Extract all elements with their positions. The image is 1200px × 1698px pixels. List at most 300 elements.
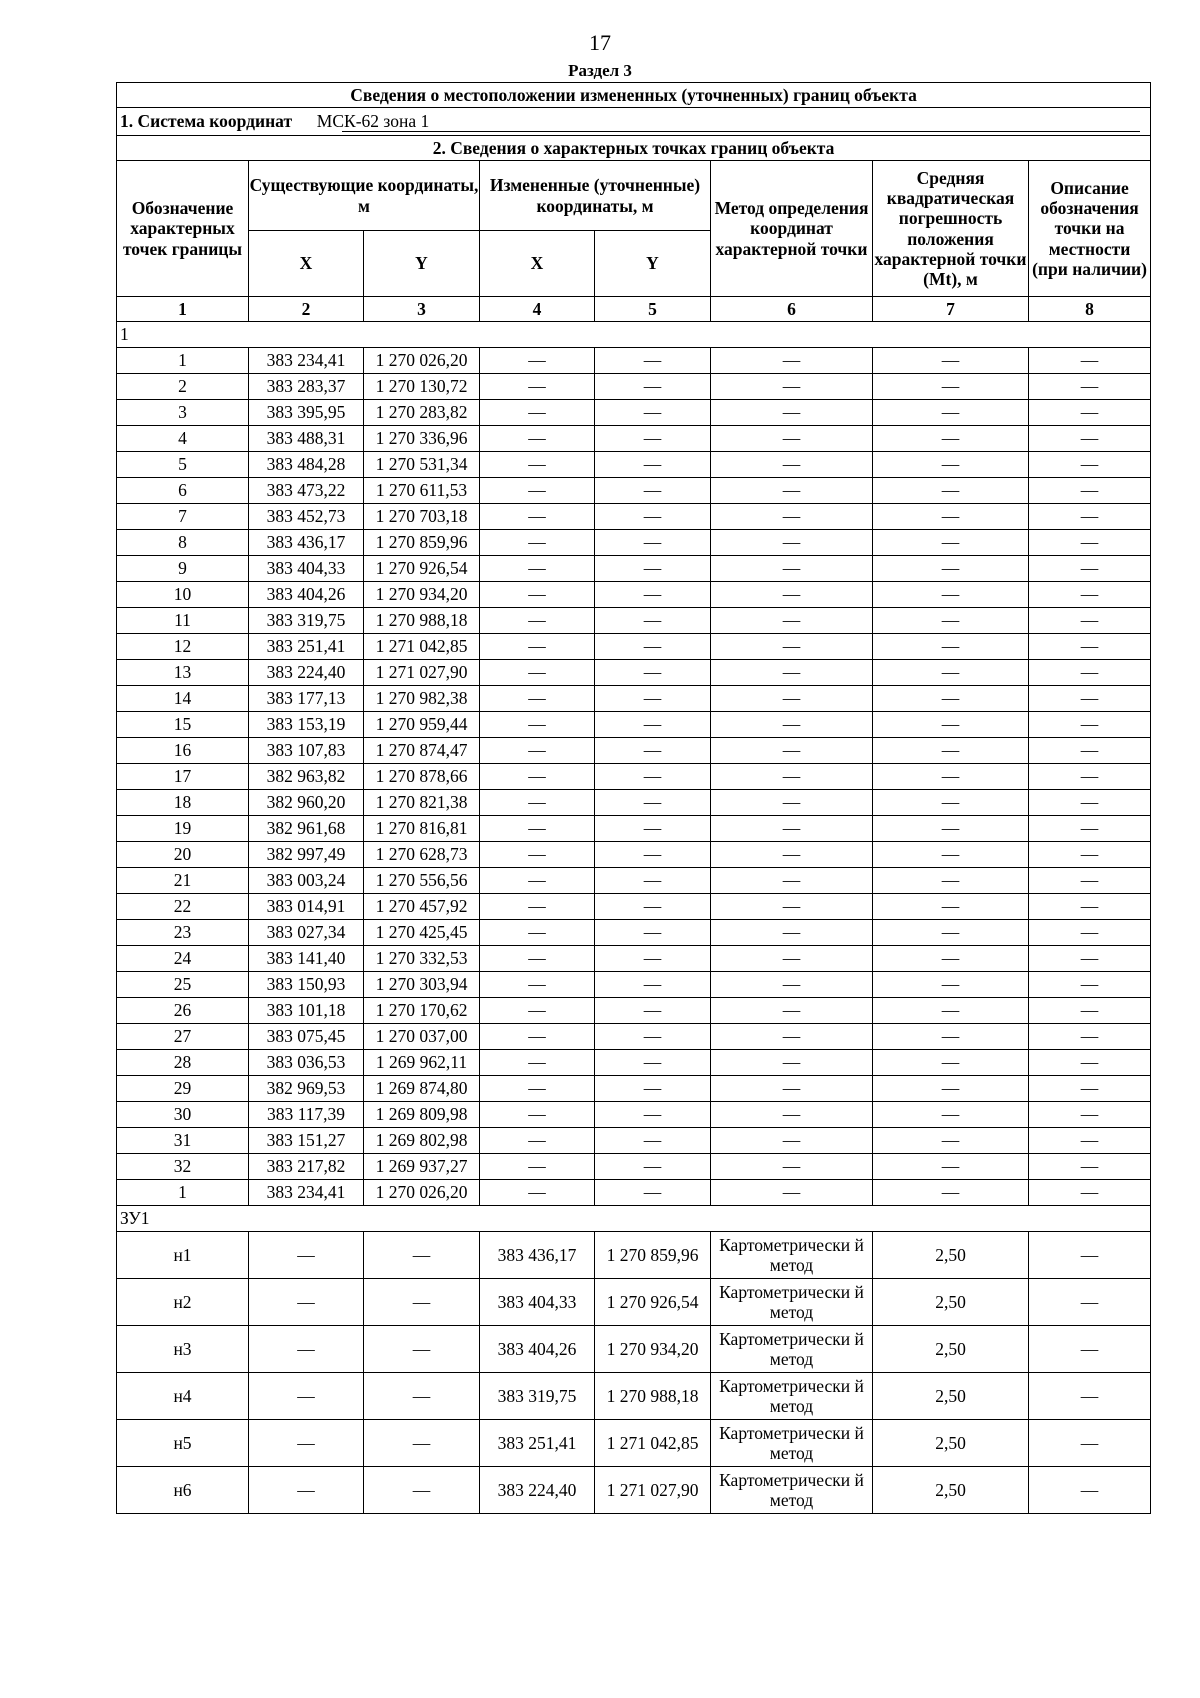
table-cell: 22 (117, 894, 249, 920)
table-cell: 1 (117, 348, 249, 374)
table-row (117, 868, 1151, 894)
table-cell: 1 270 878,66 (364, 764, 480, 790)
table-cell: — (711, 920, 873, 946)
table-cell: 383 151,27 (249, 1128, 364, 1154)
table-cell: — (873, 764, 1029, 790)
header-existing-coords: Существующие координаты, м (249, 161, 480, 231)
table-cell: — (480, 1154, 595, 1180)
table-cell: — (873, 686, 1029, 712)
table-cell: — (711, 582, 873, 608)
table-cell: 383 224,40 (480, 1467, 595, 1514)
table-cell: 26 (117, 998, 249, 1024)
table-cell: — (1029, 556, 1151, 582)
table-row (117, 556, 1151, 582)
table-cell: — (1029, 1076, 1151, 1102)
table-cell: 382 969,53 (249, 1076, 364, 1102)
table-cell: — (711, 1076, 873, 1102)
table-cell: — (1029, 946, 1151, 972)
table-cell: 1 270 874,47 (364, 738, 480, 764)
table-cell: — (711, 868, 873, 894)
table-cell: — (1029, 1279, 1151, 1326)
table-cell: — (480, 738, 595, 764)
table-cell: — (480, 764, 595, 790)
table-cell: — (595, 660, 711, 686)
table-cell: — (1029, 868, 1151, 894)
table-cell: — (595, 1024, 711, 1050)
table-row (117, 582, 1151, 608)
table-cell: 383 014,91 (249, 894, 364, 920)
table-cell: 1 270 926,54 (595, 1279, 711, 1326)
table-cell: 383 177,13 (249, 686, 364, 712)
header-existing-y: Y (364, 231, 480, 297)
table-cell: 1 270 982,38 (364, 686, 480, 712)
page-number: 17 (589, 30, 611, 55)
table-cell: — (1029, 1467, 1151, 1514)
table-cell: — (480, 1128, 595, 1154)
table-cell: 23 (117, 920, 249, 946)
table-cell: н3 (117, 1326, 249, 1373)
table-cell: н5 (117, 1420, 249, 1467)
header-point-designation: Обозначение характерных точек границы (117, 161, 249, 297)
table-cell: — (595, 920, 711, 946)
table-cell: — (595, 504, 711, 530)
table-cell: — (1029, 1128, 1151, 1154)
table-cell: 383 436,17 (480, 1232, 595, 1279)
table-cell: — (595, 816, 711, 842)
table-cell: — (595, 478, 711, 504)
table-cell: 1 270 130,72 (364, 374, 480, 400)
header-changed-x: X (480, 231, 595, 297)
table-cell: — (873, 504, 1029, 530)
table-cell: — (480, 1076, 595, 1102)
table-cell: — (480, 1050, 595, 1076)
table-row (117, 1326, 1151, 1373)
table-cell: — (1029, 452, 1151, 478)
table-row (117, 738, 1151, 764)
table-cell: 25 (117, 972, 249, 998)
table-cell: — (711, 1128, 873, 1154)
table-cell: — (873, 1050, 1029, 1076)
table-cell: — (595, 556, 711, 582)
table-cell: 28 (117, 1050, 249, 1076)
table-cell: — (873, 816, 1029, 842)
table-cell: 1 270 926,54 (364, 556, 480, 582)
table-cell: — (711, 842, 873, 868)
table-cell: — (711, 374, 873, 400)
table-cell: — (711, 1180, 873, 1206)
table-cell: 1 269 809,98 (364, 1102, 480, 1128)
table-cell: — (711, 1050, 873, 1076)
table-cell: 383 404,33 (480, 1279, 595, 1326)
table-cell: 1 270 336,96 (364, 426, 480, 452)
table-cell: — (595, 608, 711, 634)
table-cell: 1 271 042,85 (595, 1420, 711, 1467)
table-cell: — (595, 1076, 711, 1102)
table-cell: — (595, 842, 711, 868)
table-cell: — (1029, 842, 1151, 868)
table-cell: 383 452,73 (249, 504, 364, 530)
table-cell: — (480, 686, 595, 712)
table-row (117, 686, 1151, 712)
table-cell: 2,50 (873, 1232, 1029, 1279)
table-cell: — (595, 790, 711, 816)
table-row (117, 1154, 1151, 1180)
table-cell: 1 270 816,81 (364, 816, 480, 842)
table-cell: — (1029, 712, 1151, 738)
table-cell: 382 997,49 (249, 842, 364, 868)
table-cell: — (873, 1128, 1029, 1154)
table-cell: 17 (117, 764, 249, 790)
table-cell: — (1029, 1420, 1151, 1467)
table-cell: 383 150,93 (249, 972, 364, 998)
column-number: 2 (249, 297, 364, 322)
table-cell: — (1029, 530, 1151, 556)
table-cell: 383 101,18 (249, 998, 364, 1024)
table-cell: — (873, 998, 1029, 1024)
table-cell: — (711, 738, 873, 764)
table-cell: — (1029, 504, 1151, 530)
table-cell: 8 (117, 530, 249, 556)
table-cell: — (873, 660, 1029, 686)
table-cell: — (873, 1076, 1029, 1102)
table-cell: — (873, 946, 1029, 972)
table-cell: 1 271 027,90 (364, 660, 480, 686)
table-cell: — (480, 556, 595, 582)
table-cell: 1 271 042,85 (364, 634, 480, 660)
table-cell: — (873, 530, 1029, 556)
table-cell: — (711, 478, 873, 504)
table-row (117, 1076, 1151, 1102)
header-changed-coords: Измененные (уточненные) координаты, м (480, 161, 711, 231)
table-cell: — (711, 1024, 873, 1050)
table-cell: — (873, 478, 1029, 504)
table-cell: — (480, 504, 595, 530)
table-cell: 1 270 531,34 (364, 452, 480, 478)
points-title: 2. Сведения о характерных точках границ объекта (117, 136, 1151, 161)
table-cell: — (711, 1102, 873, 1128)
table-cell: 383 117,39 (249, 1102, 364, 1128)
table-cell: Картометрически й метод (711, 1467, 873, 1514)
table-cell: 1 270 934,20 (595, 1326, 711, 1373)
table-row (117, 1050, 1151, 1076)
table-cell: — (480, 348, 595, 374)
table-cell: 383 217,82 (249, 1154, 364, 1180)
header-mean-error: Средняя квадратическая погрешность положения характерной точки (Mt), м (873, 161, 1029, 297)
column-number: 7 (873, 297, 1029, 322)
table-cell: — (711, 348, 873, 374)
table-cell: — (595, 738, 711, 764)
table-cell: — (711, 816, 873, 842)
group-row (117, 322, 1151, 348)
table-cell: 383 027,34 (249, 920, 364, 946)
table-cell: — (364, 1420, 480, 1467)
table-cell: 1 270 988,18 (364, 608, 480, 634)
table-cell: — (480, 582, 595, 608)
table-cell: 383 484,28 (249, 452, 364, 478)
table-cell: — (873, 608, 1029, 634)
table-cell: 1 269 962,11 (364, 1050, 480, 1076)
table-cell: — (1029, 920, 1151, 946)
table-cell: — (480, 920, 595, 946)
table-cell: — (249, 1373, 364, 1420)
table-title: Сведения о местоположении измененных (уточненных) границ объекта (117, 83, 1151, 108)
table-cell: — (711, 1154, 873, 1180)
table-cell: 383 251,41 (249, 634, 364, 660)
table-cell: 2,50 (873, 1467, 1029, 1514)
table-cell: — (711, 634, 873, 660)
table-cell: — (873, 400, 1029, 426)
table-row (117, 894, 1151, 920)
table-cell: 6 (117, 478, 249, 504)
header-method: Метод определения координат характерной точки (711, 161, 873, 297)
group-name: 1 (117, 322, 1151, 348)
table-cell: 383 224,40 (249, 660, 364, 686)
table-row (117, 530, 1151, 556)
table-cell: 383 404,33 (249, 556, 364, 582)
table-cell: н6 (117, 1467, 249, 1514)
table-cell: — (1029, 738, 1151, 764)
table-cell: — (480, 842, 595, 868)
table-cell: 30 (117, 1102, 249, 1128)
table-cell: 15 (117, 712, 249, 738)
table-cell: — (1029, 1050, 1151, 1076)
table-cell: — (873, 972, 1029, 998)
table-cell: — (873, 1024, 1029, 1050)
table-cell: — (1029, 894, 1151, 920)
table-cell: — (480, 790, 595, 816)
table-cell: — (711, 400, 873, 426)
table-cell: 20 (117, 842, 249, 868)
table-cell: 5 (117, 452, 249, 478)
table-cell: 18 (117, 790, 249, 816)
table-cell: — (1029, 686, 1151, 712)
table-row (117, 920, 1151, 946)
table-cell: 31 (117, 1128, 249, 1154)
header-description: Описание обозначения точки на местности (при наличии) (1029, 161, 1151, 297)
table-cell: — (873, 790, 1029, 816)
table-cell: 1 270 170,62 (364, 998, 480, 1024)
table-cell: — (873, 582, 1029, 608)
table-cell: — (364, 1373, 480, 1420)
table-cell: 24 (117, 946, 249, 972)
table-cell: — (595, 1154, 711, 1180)
table-cell: — (480, 1102, 595, 1128)
table-cell: Картометрически й метод (711, 1279, 873, 1326)
table-cell: — (249, 1232, 364, 1279)
table-cell: — (1029, 634, 1151, 660)
table-cell: 1 270 821,38 (364, 790, 480, 816)
table-cell: — (1029, 478, 1151, 504)
table-cell: — (1029, 660, 1151, 686)
table-cell: — (1029, 998, 1151, 1024)
table-cell: — (480, 400, 595, 426)
group-row (117, 1206, 1151, 1232)
table-row (117, 452, 1151, 478)
table-cell: — (595, 1180, 711, 1206)
table-cell: — (873, 634, 1029, 660)
coord-system-row (117, 108, 1151, 136)
table-row (117, 790, 1151, 816)
table-cell: — (873, 738, 1029, 764)
table-cell: — (595, 426, 711, 452)
table-row (117, 1420, 1151, 1467)
table-cell: 32 (117, 1154, 249, 1180)
table-cell: 10 (117, 582, 249, 608)
table-cell: — (1029, 1024, 1151, 1050)
table-cell: — (595, 348, 711, 374)
table-cell: Картометрически й метод (711, 1420, 873, 1467)
table-row (117, 374, 1151, 400)
table-cell: — (595, 374, 711, 400)
table-cell: — (711, 712, 873, 738)
table-cell: — (711, 530, 873, 556)
table-cell: — (364, 1326, 480, 1373)
table-cell: — (711, 660, 873, 686)
table-cell: 383 473,22 (249, 478, 364, 504)
table-row (117, 400, 1151, 426)
table-cell: — (480, 972, 595, 998)
table-cell: 383 395,95 (249, 400, 364, 426)
table-cell: 27 (117, 1024, 249, 1050)
table-cell: 13 (117, 660, 249, 686)
table-cell: 1 269 802,98 (364, 1128, 480, 1154)
table-cell: — (595, 452, 711, 478)
table-cell: 383 251,41 (480, 1420, 595, 1467)
table-cell: 4 (117, 426, 249, 452)
table-row (117, 842, 1151, 868)
table-cell: — (480, 998, 595, 1024)
table-cell: 1 (117, 1180, 249, 1206)
table-cell: 3 (117, 400, 249, 426)
table-cell: 383 234,41 (249, 1180, 364, 1206)
table-cell: — (480, 946, 595, 972)
table-cell: 16 (117, 738, 249, 764)
table-cell: — (873, 868, 1029, 894)
table-cell: 1 270 556,56 (364, 868, 480, 894)
table-cell: — (364, 1467, 480, 1514)
table-cell: 383 003,24 (249, 868, 364, 894)
table-cell: — (480, 634, 595, 660)
table-cell: — (595, 530, 711, 556)
table-cell: — (1029, 374, 1151, 400)
table-cell: 383 075,45 (249, 1024, 364, 1050)
table-row (117, 348, 1151, 374)
table-row (117, 1232, 1151, 1279)
table-cell: 1 270 859,96 (364, 530, 480, 556)
table-cell: — (480, 452, 595, 478)
table-cell: — (595, 582, 711, 608)
table-cell: 9 (117, 556, 249, 582)
table-cell: — (480, 660, 595, 686)
table-cell: 382 960,20 (249, 790, 364, 816)
table-cell: 1 270 026,20 (364, 348, 480, 374)
table-cell: 383 141,40 (249, 946, 364, 972)
table-row (117, 608, 1151, 634)
table-cell: — (1029, 608, 1151, 634)
table-cell: 7 (117, 504, 249, 530)
section-title: Раздел 3 (568, 61, 632, 80)
table-cell: 1 269 874,80 (364, 1076, 480, 1102)
table-cell: — (249, 1326, 364, 1373)
table-cell: 383 153,19 (249, 712, 364, 738)
table-cell: 382 963,82 (249, 764, 364, 790)
table-cell: 19 (117, 816, 249, 842)
table-cell: — (1029, 816, 1151, 842)
table-cell: — (480, 868, 595, 894)
column-number: 5 (595, 297, 711, 322)
table-cell: 29 (117, 1076, 249, 1102)
table-cell: — (873, 1180, 1029, 1206)
table-cell: — (711, 426, 873, 452)
table-cell: 1 270 988,18 (595, 1373, 711, 1420)
table-cell: — (480, 478, 595, 504)
table-cell: — (480, 894, 595, 920)
table-cell: — (873, 842, 1029, 868)
table-cell: — (1029, 764, 1151, 790)
table-cell: н1 (117, 1232, 249, 1279)
table-cell: — (1029, 1373, 1151, 1420)
boundary-table (116, 82, 1151, 1514)
table-cell: — (873, 1154, 1029, 1180)
table-cell: — (873, 894, 1029, 920)
coord-system-value: МСК-62 зона 1 (316, 111, 430, 132)
table-cell: 383 319,75 (249, 608, 364, 634)
table-cell: — (1029, 1154, 1151, 1180)
table-cell: 383 107,83 (249, 738, 364, 764)
table-cell: 383 404,26 (480, 1326, 595, 1373)
table-cell: — (1029, 790, 1151, 816)
table-row (117, 1024, 1151, 1050)
table-cell: 1 270 303,94 (364, 972, 480, 998)
table-cell: 382 961,68 (249, 816, 364, 842)
table-cell: — (595, 712, 711, 738)
table-cell: 1 270 628,73 (364, 842, 480, 868)
table-row (117, 946, 1151, 972)
table-cell: — (1029, 1326, 1151, 1373)
table-cell: — (1029, 1232, 1151, 1279)
table-cell: 1 270 283,82 (364, 400, 480, 426)
table-cell: 383 436,17 (249, 530, 364, 556)
table-cell: — (711, 452, 873, 478)
table-cell: — (1029, 426, 1151, 452)
table-cell: — (873, 452, 1029, 478)
table-cell: 383 283,37 (249, 374, 364, 400)
table-cell: — (1029, 1180, 1151, 1206)
table-cell: 2,50 (873, 1420, 1029, 1467)
table-cell: 2,50 (873, 1326, 1029, 1373)
table-cell: — (711, 894, 873, 920)
table-cell: — (711, 556, 873, 582)
table-cell: 12 (117, 634, 249, 660)
table-cell: — (595, 1050, 711, 1076)
table-row (117, 712, 1151, 738)
table-cell: 1 270 703,18 (364, 504, 480, 530)
table-cell: — (595, 1102, 711, 1128)
table-cell: — (595, 634, 711, 660)
table-row (117, 1467, 1151, 1514)
table-cell: Картометрически й метод (711, 1373, 873, 1420)
table-row (117, 816, 1151, 842)
table-cell: — (595, 894, 711, 920)
table-cell: — (873, 426, 1029, 452)
table-row (117, 478, 1151, 504)
table-cell: 1 271 027,90 (595, 1467, 711, 1514)
table-row (117, 504, 1151, 530)
column-number: 1 (117, 297, 249, 322)
table-cell: — (873, 556, 1029, 582)
table-cell: — (873, 374, 1029, 400)
group-name: ЗУ1 (117, 1206, 1151, 1232)
